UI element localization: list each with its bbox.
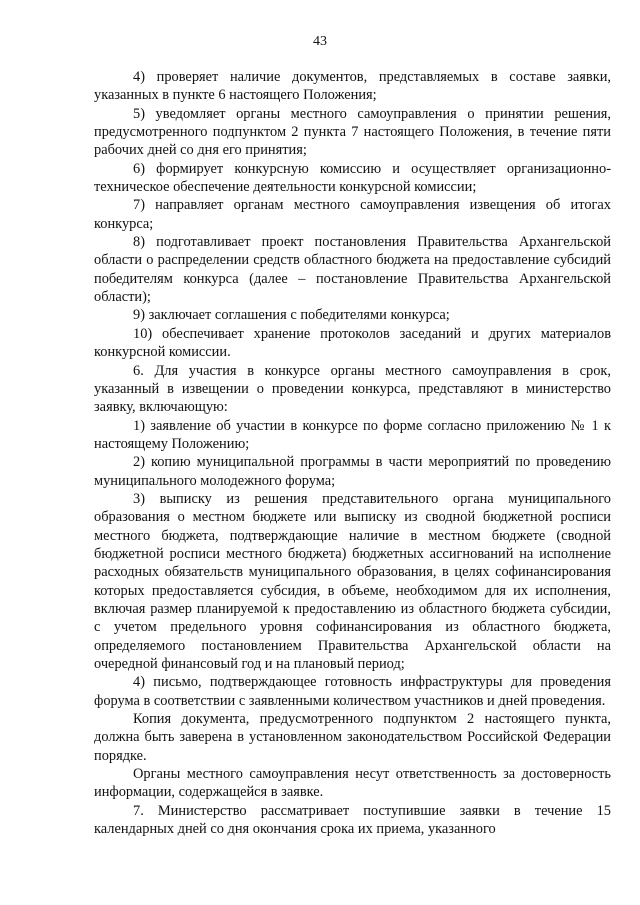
paragraph: 10) обеспечивает хранение протоколов заседаний и других материалов конкурсной комиссии. — [94, 325, 611, 361]
paragraph: 7) направляет органам местного самоуправления извещения об итогах конкурса; — [94, 197, 611, 232]
paragraph: 5) уведомляет органы местного самоуправления о принятии решения, предусмотренного подпунктом 2 пункта 7 настоящего Положения, в течение пяти рабочих дней со дня его принятия; — [94, 105, 611, 159]
paragraph: 7. Министерство рассматривает поступившие заявки в течение 15 календарных дней со дня окончания срока их приема, указанного — [94, 802, 611, 838]
paragraph: 4) проверяет наличие документов, представляемых в составе заявки, указанных в пункте 6 настоящего Положения; — [94, 69, 611, 104]
page-number: 43 — [313, 34, 327, 49]
paragraph: Органы местного самоуправления несут ответственность за достоверность информации, содержащейся в заявке. — [94, 766, 611, 801]
paragraph: 2) копию муниципальной программы в части мероприятий по проведению муниципального молодежного форума; — [94, 454, 611, 489]
page-body — [94, 68, 611, 838]
paragraph: 6) формирует конкурсную комиссию и осуществляет организационно-техническое обеспечение деятельности конкурсной комиссии; — [94, 160, 611, 196]
paragraph: 9) заключает соглашения с победителями конкурса; — [133, 307, 450, 324]
paragraph: 3) выписку из решения представительного органа муниципального образования о местном бюджете или выписку из сводной бюджетной росписи местного бюджета, подтверждающие наличие в местном бюджете (сводной бюджетной росписи местного бюджета) бюджетных ассигнований на исполнение расходных обязательств муниципального образования, в целях софинансирования которых предоставляется субсидия, в объеме, необходимом для их исполнения, включая размер планируемой к предоставлению из областного бюджета субсидии, с учетом предельного уровня софинансирования из областного бюджета, определяемого постановлением Правительства Архангельской области на очередной финансовый год и на плановый период; — [94, 490, 611, 672]
paragraph: Копия документа, предусмотренного подпунктом 2 настоящего пункта, должна быть заверена в установленном законодательством Российской Федерации порядке. — [94, 711, 611, 764]
paragraph: 6. Для участия в конкурсе органы местного самоуправления в срок, указанный в извещении о проведении конкурса, представляют в министерство заявку, включающую: — [94, 362, 611, 416]
paragraph: 4) письмо, подтверждающее готовность инфраструктуры для проведения форума в соответствии с заявленными количеством участников и дней проведения. — [94, 674, 611, 709]
paragraph: 1) заявление об участии в конкурсе по форме согласно приложению № 1 к настоящему Положению; — [94, 417, 611, 452]
paragraph: 8) подготавливает проект постановления Правительства Архангельской области о распределении средств областного бюджета на предоставление субсидий победителям конкурса (далее – постановление Правительства Архангельской области); — [94, 234, 611, 306]
